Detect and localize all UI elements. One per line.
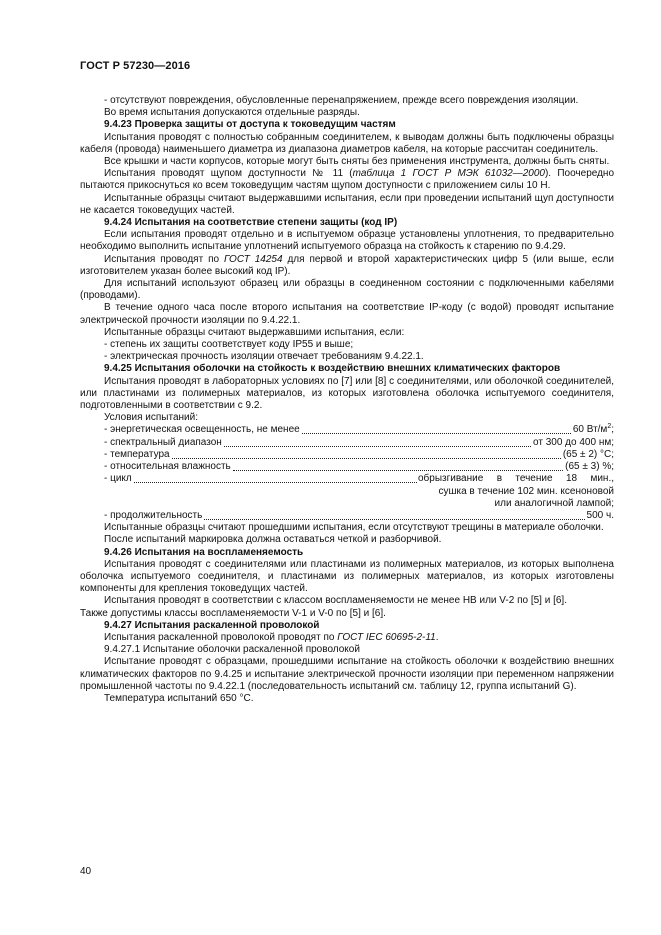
paragraph: Испытания проводят в соответствии с классом воспламеняемости не менее HB или V-2 по [5] и [6]. bbox=[104, 595, 567, 607]
condition-value bbox=[572, 424, 614, 436]
paragraph bbox=[80, 632, 614, 644]
dot-leader bbox=[224, 437, 531, 447]
condition-label: - относительная влажность bbox=[104, 461, 231, 473]
list-item: - электрическая прочность изоляции отвечает требованиям 9.4.22.1. bbox=[104, 351, 424, 363]
section-heading-9-4-24: 9.4.24 Испытания на соответствие степени защиты (код IP) bbox=[104, 217, 398, 229]
document-body bbox=[80, 95, 614, 705]
condition-row bbox=[80, 449, 614, 461]
dot-leader bbox=[302, 424, 571, 434]
paragraph: Все крышки и части корпусов, которые могут быть сняты без применения инструмента, должны быть сняты. bbox=[104, 156, 610, 168]
superscript: 2 bbox=[607, 423, 612, 431]
paragraph: Испытанные образцы считают выдержавшими испытания, если при проведении испытаний щуп доступности не касается токоведущих частей. bbox=[80, 192, 614, 216]
paragraph: Если испытания проводят отдельно и в испытуемом образце установлены уплотнения, то предварительно необходимо выполнить испытание уплотнений испытуемого образца на стойкость к старению по 9.4.29. bbox=[80, 229, 614, 253]
standard-reference: таблица 1 ГОСТ Р МЭК 61032—2000 bbox=[352, 168, 545, 180]
paragraph: Во время испытания допускаются отдельные разряды. bbox=[104, 107, 360, 119]
dot-leader bbox=[172, 449, 561, 459]
value-tail: ; bbox=[611, 424, 614, 436]
condition-row bbox=[80, 437, 614, 449]
dot-leader bbox=[233, 461, 563, 471]
value-line: сушка в течение 102 мин. ксеноновой bbox=[438, 485, 614, 497]
text-run: Испытания раскаленной проволокой проводят по bbox=[104, 631, 338, 643]
paragraph: Испытанные образцы считают прошедшими испытания, если отсутствуют трещины в материале оболочки. bbox=[104, 522, 604, 534]
list-item: - степень их защиты соответствует коду IP55 и выше; bbox=[104, 339, 354, 351]
paragraph: Также допустимы классы воспламеняемости V-1 и V-0 по [5] и [6]. bbox=[80, 607, 386, 619]
condition-label: - энергетическая освещенность, не менее bbox=[104, 424, 300, 436]
document-header: ГОСТ Р 57230—2016 bbox=[80, 60, 191, 72]
text-run: Испытания проводят щупом доступности № 11 ( bbox=[104, 168, 353, 180]
paragraph bbox=[80, 254, 614, 278]
condition-label: - цикл bbox=[104, 473, 132, 485]
dot-leader bbox=[204, 510, 584, 520]
paragraph bbox=[80, 168, 614, 192]
paragraph: Испытанные образцы считают выдержавшими испытания, если: bbox=[104, 326, 405, 338]
paragraph: После испытаний маркировка должна оставаться четкой и разборчивой. bbox=[104, 534, 442, 546]
condition-label: - продолжительность bbox=[104, 509, 203, 521]
condition-value: 500 ч. bbox=[586, 509, 614, 521]
paragraph: Испытание проводят с образцами, прошедшими испытание на стойкость оболочки к воздействию внешних климатических факторов по 9.4.25 и испытание электрической прочности изоляции при переменном напряжении промышленной частоты по 9.4.22.1 (последовательность испытаний см. таблицу 12, группа испытаний G). bbox=[80, 656, 614, 692]
text-run: . bbox=[435, 631, 439, 643]
paragraph: Для испытаний используют образец или образцы в соединенном состоянии с подключенными кабелями (проводами). bbox=[80, 278, 614, 302]
section-heading-9-4-23: 9.4.23 Проверка защиты от доступа к токоведущим частям bbox=[104, 119, 396, 131]
condition-value: (65 ± 2) °С; bbox=[562, 448, 614, 460]
section-heading-9-4-25: 9.4.25 Испытания оболочки на стойкость к воздействию внешних климатических факторов bbox=[104, 363, 561, 375]
condition-label: - спектральный диапазон bbox=[104, 436, 222, 448]
paragraph: Температура испытаний 650 °С. bbox=[104, 692, 254, 704]
dot-leader bbox=[134, 473, 417, 483]
paragraph: - отсутствуют повреждения, обусловленные перенапряжением, прежде всего повреждения изоляции. bbox=[104, 95, 579, 106]
condition-value-multiline bbox=[418, 473, 614, 510]
condition-row bbox=[80, 424, 614, 436]
section-heading-9-4-27: 9.4.27 Испытания раскаленной проволокой bbox=[104, 619, 320, 631]
condition-row bbox=[80, 473, 614, 510]
condition-label: - температура bbox=[104, 448, 170, 460]
standard-reference: ГОСТ IEC 60695-2-11 bbox=[337, 631, 436, 643]
text-run: Испытания проводят по bbox=[104, 253, 224, 265]
paragraph: В течение одного часа после второго испытания на соответствие IP-коду (с водой) проводят испытание электрической прочности изоляции по 9.4.22.1. bbox=[80, 302, 614, 326]
value-line: или аналогичной лампой; bbox=[494, 497, 614, 509]
paragraph: Испытания проводят с полностью собранным соединителем, к выводам должны быть подключены образцы кабеля (провода) наименьшего диаметра из диапазона диаметров кабеля, на которые рассчитан соединитель. bbox=[80, 131, 614, 155]
standard-reference: ГОСТ 14254 bbox=[223, 253, 283, 265]
condition-value: (65 ± 3) %; bbox=[565, 461, 614, 473]
page-number: 40 bbox=[80, 866, 92, 877]
text-run: ). Поочередно пытаются прикоснуться ко всем токоведущим частям щупом доступности с приложением силы 10 Н. bbox=[80, 168, 615, 192]
condition-row bbox=[80, 510, 614, 522]
value-line: обрызгивание в течение 18 мин., bbox=[418, 473, 614, 485]
paragraph: Условия испытаний: bbox=[104, 412, 198, 424]
text-run: для первой и второй характеристических цифр 5 (или выше, если изготовителем указан более высокий код IP). bbox=[80, 253, 614, 277]
paragraph: Испытания проводят в лабораторных условиях по [7] или [8] с соединителями, или оболочкой соединителей, или пластинами из полимерных материалов, из которых изготовлена оболочка испытуемого соединителя, подготовленными в соответствии с 9.2. bbox=[80, 375, 614, 412]
section-heading-9-4-26: 9.4.26 Испытания на воспламеняемость bbox=[104, 546, 304, 558]
value-text: 60 Вт/м bbox=[572, 424, 608, 436]
condition-row bbox=[80, 461, 614, 473]
subsection-title: 9.4.27.1 Испытание оболочки раскаленной проволокой bbox=[104, 644, 360, 656]
condition-value: от 300 до 400 нм; bbox=[533, 436, 614, 448]
paragraph: Испытания проводят с соединителями или пластинами из полимерных материалов, из которых выполнена оболочка испытуемого соединителя, и пластинами из полимерных материалов, из которых изготовлены компоненты для крепления токоведущих частей. bbox=[80, 558, 614, 595]
